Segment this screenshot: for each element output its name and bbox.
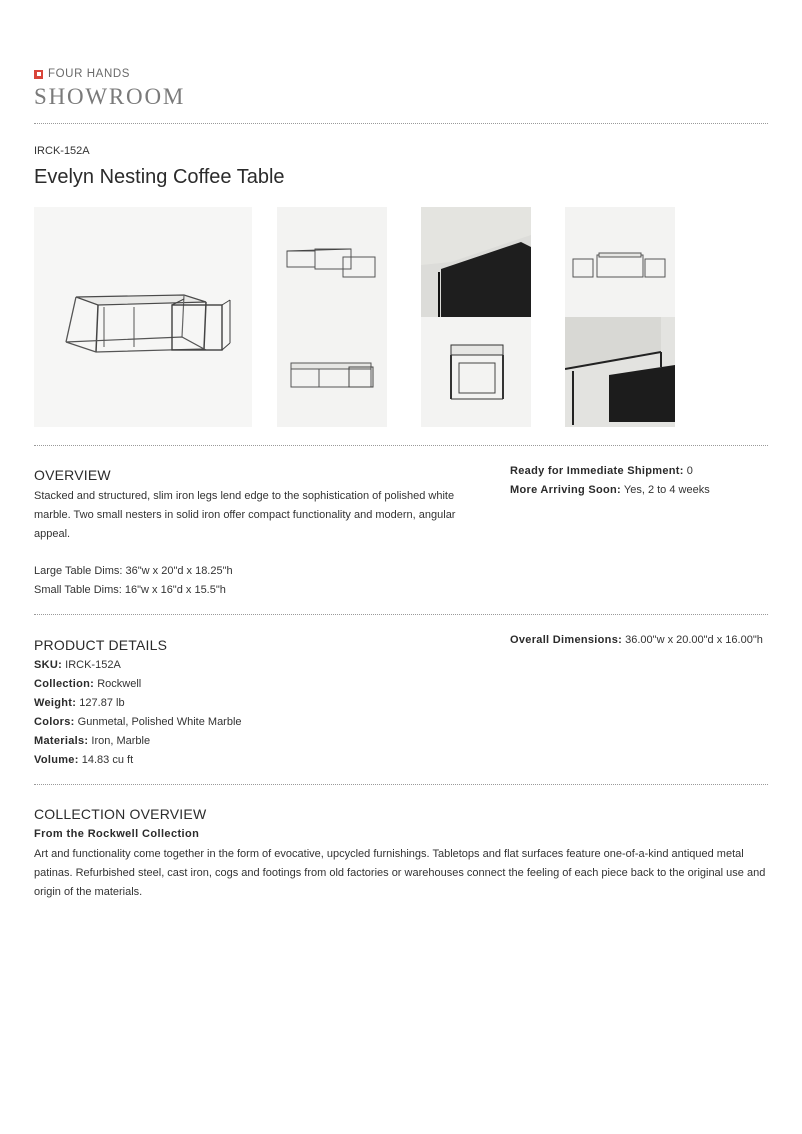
product-sku: IRCK-152A: [34, 145, 90, 157]
product-image-6[interactable]: [421, 317, 531, 427]
nested-view-illustration: [277, 317, 387, 427]
product-image-4[interactable]: [565, 207, 675, 317]
brand-logo-icon: [34, 70, 43, 79]
ready-shipment-value: 0: [686, 465, 693, 477]
brand-row: [34, 68, 130, 80]
hero-table-illustration: [34, 207, 252, 427]
detail-row-collection: Collection: Rockwell: [34, 678, 142, 690]
ready-shipment: [510, 462, 693, 481]
front-view-illustration: [565, 207, 675, 317]
product-details-list: [34, 656, 242, 770]
detail-row-sku: SKU: IRCK-152A: [34, 659, 121, 671]
arriving-soon-label: More Arriving Soon:: [510, 484, 622, 496]
product-image-5[interactable]: [277, 317, 387, 427]
detail-row-volume: Volume: 14.83 cu ft: [34, 754, 134, 766]
collection-heading: COLLECTION OVERVIEW: [34, 806, 207, 822]
product-image-3[interactable]: [421, 207, 531, 317]
ready-shipment-label: Ready for Immediate Shipment:: [510, 465, 684, 477]
collection-subheading: From the Rockwell Collection: [34, 828, 200, 840]
side-view-illustration: [277, 207, 387, 317]
large-table-dims: Large Table Dims: 36"w x 20"d x 18.25"h: [34, 565, 233, 577]
divider: [34, 445, 768, 446]
detail-row-weight: Weight: 127.87 lb: [34, 697, 125, 709]
stack-illustration: [421, 317, 531, 427]
showroom-title: SHOWROOM: [34, 84, 186, 109]
brand-name: FOUR HANDS: [48, 68, 131, 80]
detail-row-colors: Colors: Gunmetal, Polished White Marble: [34, 716, 242, 728]
product-title: Evelyn Nesting Coffee Table: [34, 166, 285, 188]
product-image-hero[interactable]: [34, 207, 252, 427]
marble-top-illustration: [421, 207, 531, 317]
detail-row-materials: Materials: Iron, Marble: [34, 735, 151, 747]
product-image-7[interactable]: [565, 317, 675, 427]
overall-dimensions-value: 36.00"w x 20.00"d x 16.00"h: [625, 634, 763, 646]
overview-description: Stacked and structured, slim iron legs lend edge to the sophistication of polished white marble. Two small nesters in solid iron offer compact functionality and modern, angular appeal.: [34, 490, 456, 540]
overview-heading: OVERVIEW: [34, 467, 111, 483]
divider: [34, 784, 768, 785]
product-details-heading: PRODUCT DETAILS: [34, 637, 168, 653]
overall-dimensions-label: Overall Dimensions:: [510, 634, 623, 646]
arriving-soon-value: Yes, 2 to 4 weeks: [623, 484, 710, 496]
overall-dimensions: [510, 631, 763, 650]
divider: [34, 614, 768, 615]
small-table-dims: Small Table Dims: 16"w x 16"d x 15.5"h: [34, 584, 226, 596]
collection-description: Art and functionality come together in the form of evocative, upcycled furnishings. Tabletops and flat surfaces feature one-of-a-kind antiqued metal patinas. Refurbished steel, cast iron, cogs and footings from old factories or warehouses connect the feeling of each piece back to the original use and origin of the materials.: [34, 848, 766, 898]
corner-illustration: [565, 317, 675, 427]
divider: [34, 123, 768, 124]
arriving-soon: [510, 481, 710, 500]
product-image-2[interactable]: [277, 207, 387, 317]
